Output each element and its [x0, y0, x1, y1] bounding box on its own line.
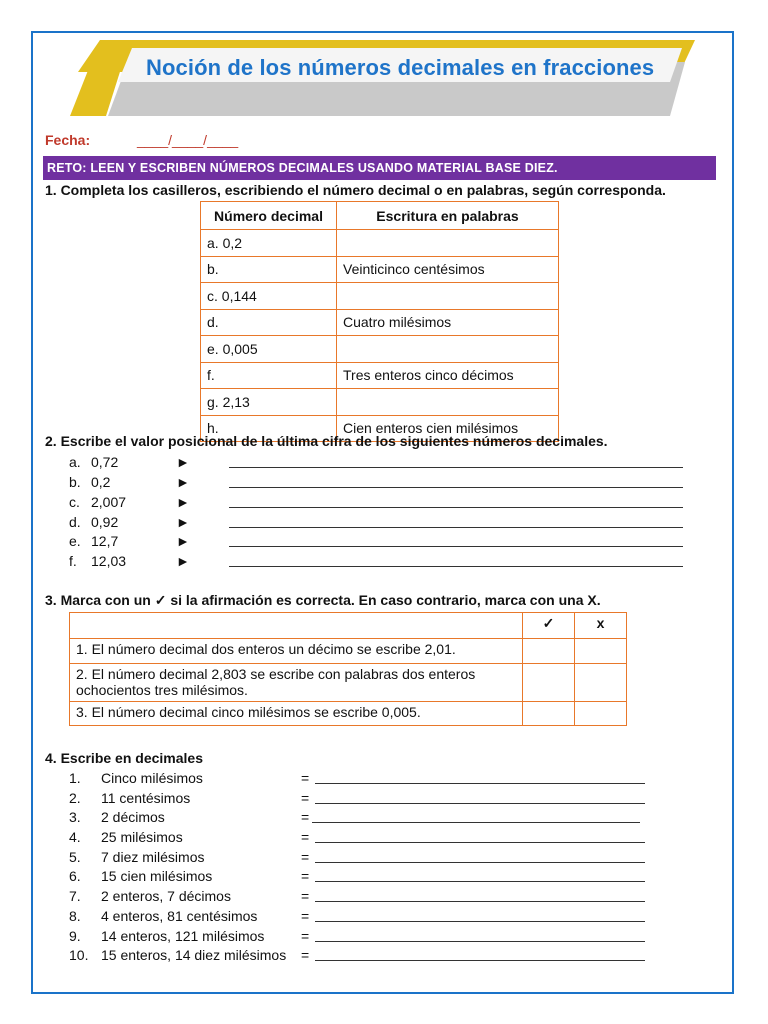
check-box[interactable] [523, 639, 575, 664]
true-false-table [69, 612, 627, 726]
check-header-icon: ✓ [523, 613, 575, 639]
equals-sign: = [301, 809, 310, 825]
item-number: 4. [69, 829, 81, 845]
item-number: 6. [69, 868, 81, 884]
equals-sign: = [301, 770, 310, 786]
answer-line[interactable] [229, 566, 683, 567]
item-number: 2. [69, 790, 81, 806]
answer-line[interactable] [315, 862, 645, 863]
list-item [69, 494, 80, 510]
challenge-bar: RETO: LEEN Y ESCRIBEN NÚMEROS DECIMALES USANDO MATERIAL BASE DIEZ. [43, 156, 716, 180]
x-header: x [575, 613, 627, 639]
arrow-icon: ► [176, 454, 190, 470]
answer-line[interactable] [312, 822, 640, 823]
item-number: 3. [69, 809, 81, 825]
list-item [69, 454, 81, 470]
arrow-icon: ► [176, 474, 190, 490]
arrow-icon: ► [176, 514, 190, 530]
item-text: 7 diez milésimos [101, 849, 205, 865]
table-cell[interactable]: f. [201, 362, 337, 389]
header-decimal: Número decimal [201, 202, 337, 230]
item-text: 2 décimos [101, 809, 165, 825]
table-cell[interactable]: b. [201, 256, 337, 283]
table-cell[interactable] [337, 336, 559, 363]
item-text: 11 centésimos [101, 790, 191, 806]
question-1-text: 1. Completa los casilleros, escribiendo el número decimal o en palabras, según corresponda. [45, 182, 666, 198]
equals-sign: = [301, 868, 310, 884]
table-cell[interactable]: h. [201, 415, 337, 442]
table-cell[interactable]: d. [201, 309, 337, 336]
item-value: 12,03 [91, 553, 127, 569]
answer-line[interactable] [229, 487, 683, 488]
answer-line[interactable] [315, 803, 645, 804]
decimal-words-table [200, 201, 559, 442]
page-title: Noción de los números decimales en fracciones [146, 55, 655, 80]
table-cell: Cuatro milésimos [337, 309, 559, 336]
item-text: 25 milésimos [101, 829, 183, 845]
statement-3: 3. El número decimal cinco milésimos se escribe 0,005. [70, 702, 523, 726]
x-box[interactable] [575, 664, 627, 702]
table-cell [70, 613, 523, 639]
arrow-icon: ► [176, 533, 190, 549]
table-cell[interactable] [337, 283, 559, 310]
statement-2: 2. El número decimal 2,803 se escribe con palabras dos enteros ochocientos tres milésimos. [70, 664, 523, 702]
item-text: 2 enteros, 7 décimos [101, 888, 231, 904]
table-cell: e. 0,005 [201, 336, 337, 363]
list-item [69, 474, 81, 490]
answer-line[interactable] [315, 901, 645, 902]
item-letter: f. [69, 553, 77, 569]
date-label: Fecha: [45, 132, 91, 148]
equals-sign: = [301, 947, 310, 963]
item-letter: c. [69, 494, 80, 510]
table-cell: Veinticinco centésimos [337, 256, 559, 283]
list-item [69, 553, 77, 569]
answer-line[interactable] [315, 941, 645, 942]
equals-sign: = [301, 928, 310, 944]
table-cell[interactable] [337, 230, 559, 257]
item-text: 15 enteros, 14 diez milésimos [101, 947, 287, 963]
item-text: 15 cien milésimos [101, 868, 213, 884]
item-value: 0,2 [91, 474, 111, 490]
x-box[interactable] [575, 639, 627, 664]
check-box[interactable] [523, 664, 575, 702]
item-letter: b. [69, 474, 81, 490]
table-cell: Tres enteros cinco décimos [337, 362, 559, 389]
equals-sign: = [301, 849, 310, 865]
table-cell: g. 2,13 [201, 389, 337, 416]
item-value: 0,92 [91, 514, 119, 530]
equals-sign: = [301, 790, 310, 806]
item-number: 5. [69, 849, 81, 865]
table-cell: a. 0,2 [201, 230, 337, 257]
list-item [69, 533, 81, 549]
item-value: 2,007 [91, 494, 127, 510]
answer-line[interactable] [229, 546, 683, 547]
check-box[interactable] [523, 702, 575, 726]
answer-line[interactable] [315, 783, 645, 784]
item-text: Cinco milésimos [101, 770, 203, 786]
item-letter: a. [69, 454, 81, 470]
answer-line[interactable] [315, 960, 645, 961]
list-item [69, 514, 81, 530]
equals-sign: = [301, 888, 310, 904]
answer-line[interactable] [229, 467, 683, 468]
equals-sign: = [301, 908, 310, 924]
item-letter: d. [69, 514, 81, 530]
item-text: 4 enteros, 81 centésimos [101, 908, 258, 924]
statement-1: 1. El número decimal dos enteros un décimo se escribe 2,01. [70, 639, 523, 664]
item-number: 8. [69, 908, 81, 924]
answer-line[interactable] [229, 527, 683, 528]
x-box[interactable] [575, 702, 627, 726]
arrow-icon: ► [176, 494, 190, 510]
answer-line[interactable] [229, 507, 683, 508]
answer-line[interactable] [315, 842, 645, 843]
item-letter: e. [69, 533, 81, 549]
answer-line[interactable] [315, 921, 645, 922]
item-number: 7. [69, 888, 81, 904]
table-cell: c. 0,144 [201, 283, 337, 310]
answer-line[interactable] [315, 881, 645, 882]
table-cell: Cien enteros cien milésimos [337, 415, 559, 442]
equals-sign: = [301, 829, 310, 845]
header-words: Escritura en palabras [337, 202, 559, 230]
item-value: 0,72 [91, 454, 119, 470]
item-number: 9. [69, 928, 81, 944]
item-number: 1. [69, 770, 81, 786]
question-4-text: 4. Escribe en decimales [45, 750, 203, 766]
item-text: 14 enteros, 121 milésimos [101, 928, 265, 944]
item-value: 12,7 [91, 533, 119, 549]
question-3-text: 3. Marca con un ✓ si la afirmación es correcta. En caso contrario, marca con una X. [45, 592, 601, 608]
question-2-text: 2. Escribe el valor posicional de la última cifra de los siguientes números decimales. [45, 433, 608, 449]
arrow-icon: ► [176, 553, 190, 569]
date-blank[interactable]: ____/____/____ [137, 132, 239, 148]
item-number: 10. [69, 947, 89, 963]
table-cell[interactable] [337, 389, 559, 416]
